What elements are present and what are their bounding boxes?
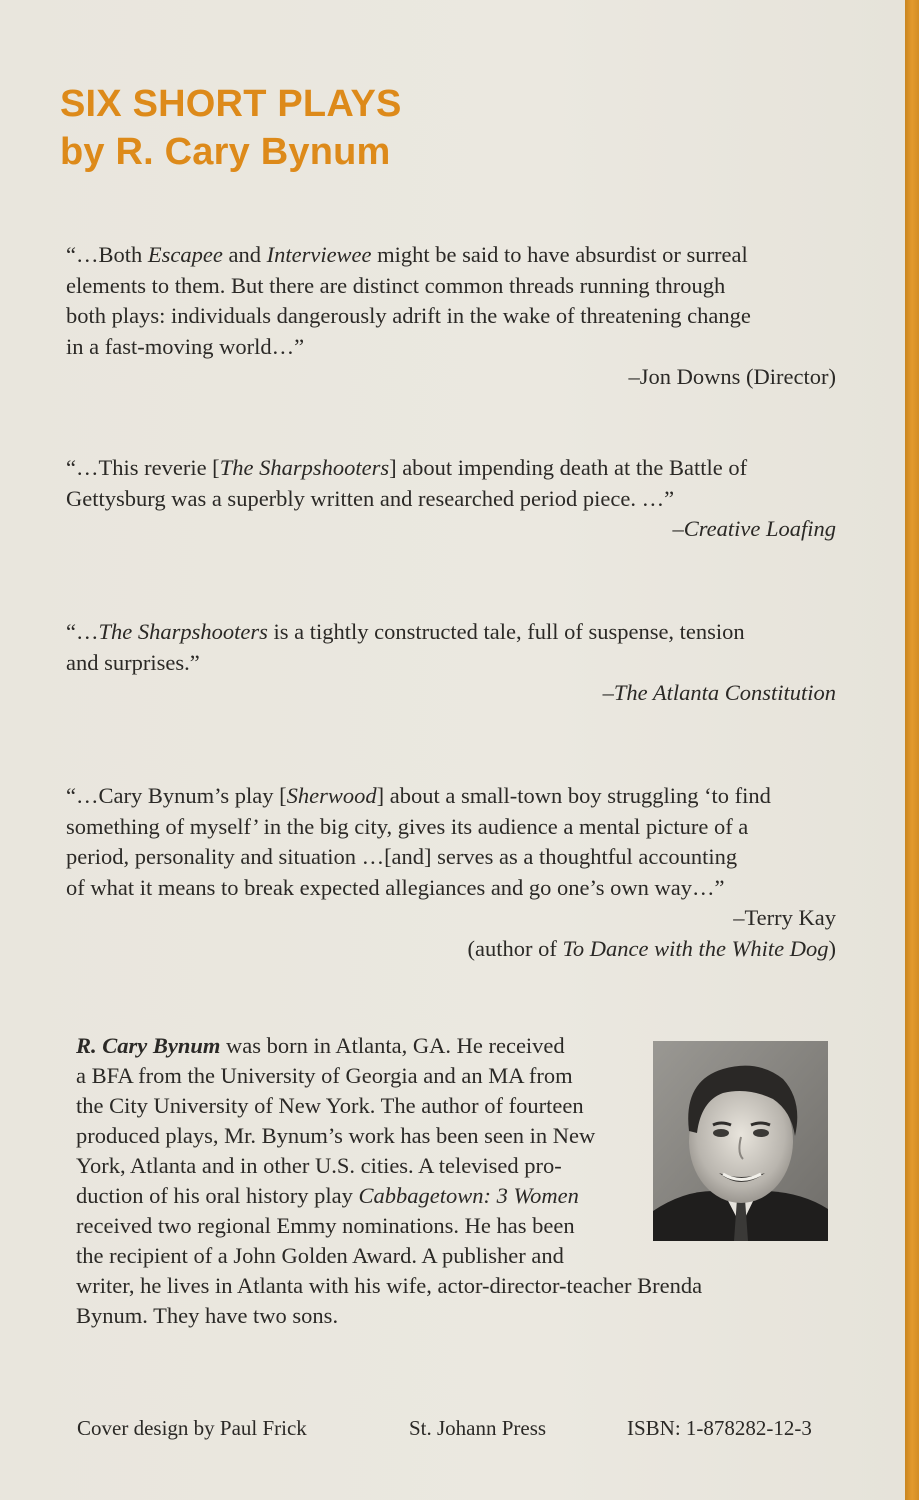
- text-run: of what it means to break expected allegiances and go one’s own way…”: [66, 874, 725, 900]
- review-quote-atlanta-constitution: [66, 617, 836, 709]
- text-run: –: [672, 516, 684, 541]
- review-quote-downs: [66, 240, 836, 393]
- italic-title-text: Creative Loafing: [683, 516, 836, 541]
- quote-line: [66, 301, 836, 332]
- quote-line: [66, 271, 836, 302]
- quote-line: [66, 842, 836, 873]
- spine-edge: [905, 0, 919, 1500]
- text-run: and: [222, 242, 267, 267]
- text-run: –: [602, 680, 614, 705]
- text-run: the recipient of a John Golden Award. A publisher and: [76, 1243, 564, 1268]
- review-quote-terry-kay: [66, 781, 836, 964]
- bio-line: [76, 1301, 776, 1331]
- italic-title-text: Cabbagetown: 3 Women: [358, 1183, 579, 1208]
- text-run: –Terry Kay: [733, 905, 836, 930]
- quote-line: [66, 240, 836, 271]
- quote-line: [66, 332, 836, 363]
- text-run: was born in Atlanta, GA. He received: [220, 1033, 565, 1058]
- text-run: York, Atlanta and in other U.S. cities. A televised pro-: [76, 1153, 562, 1178]
- text-run: “…: [66, 619, 99, 644]
- text-run: and surprises.”: [66, 649, 200, 675]
- attribution-line: [66, 362, 836, 393]
- attribution-line: [66, 903, 836, 934]
- text-run: produced plays, Mr. Bynum’s work has been seen in New: [76, 1123, 596, 1148]
- book-title: [60, 80, 402, 176]
- text-run: the City University of New York. The author of fourteen: [76, 1093, 584, 1118]
- bio-line: [76, 1271, 776, 1301]
- attribution-line: [66, 678, 836, 709]
- text-run: (author of: [467, 935, 563, 961]
- text-run: in a fast-moving world…”: [66, 333, 305, 359]
- text-run: is a tightly constructed tale, full of suspense, tension: [267, 619, 745, 644]
- review-quote-creative-loafing: [66, 453, 836, 545]
- text-run: –Jon Downs (Director): [628, 364, 836, 389]
- quote-attribution: [66, 514, 836, 545]
- title-line-1: SIX SHORT PLAYS: [60, 83, 402, 125]
- italic-title-text: Interviewee: [266, 242, 372, 267]
- text-run: ] about a small-town boy struggling ‘to find: [376, 783, 771, 808]
- text-run: Gettysburg was a superbly written and researched period piece. …”: [66, 485, 675, 511]
- cover-design-credit: Cover design by Paul Frick: [77, 1416, 307, 1440]
- text-run: “…Both: [66, 242, 148, 267]
- quote-attribution: [66, 903, 836, 964]
- quote-line: [66, 781, 836, 812]
- quote-text: [66, 781, 836, 903]
- text-run: period, personality and situation …[and] serves as a thoughtful accounting: [66, 844, 738, 869]
- author-photo: [653, 1041, 828, 1241]
- text-run: elements to them. But there are distinct common threads running through: [66, 272, 726, 298]
- quote-line: [66, 648, 836, 679]
- attribution-line: [66, 934, 836, 965]
- title-line-2: by R. Cary Bynum: [60, 131, 391, 173]
- text-run: something of myself’ in the big city, gives its audience a mental picture of a: [66, 813, 749, 839]
- text-run: “…Cary Bynum’s play [: [66, 783, 287, 808]
- publisher-name: St. Johann Press: [409, 1416, 547, 1440]
- italic-title-text: The Sharpshooters: [219, 455, 390, 480]
- text-run: “…This reverie [: [66, 455, 220, 480]
- bio-line: [76, 1241, 776, 1271]
- quote-text: [66, 453, 836, 514]
- italic-title-text: The Atlanta Constitution: [613, 680, 836, 705]
- italic-title-text: To Dance with the White Dog: [562, 935, 829, 961]
- text-run: both plays: individuals dangerously adrift in the wake of threatening change: [66, 303, 751, 328]
- quote-line: [66, 453, 836, 484]
- quote-text: [66, 240, 836, 362]
- italic-title-text: Sherwood: [286, 783, 377, 808]
- attribution-line: [66, 514, 836, 545]
- text-run: ] about impending death at the Battle of: [389, 455, 748, 480]
- quote-attribution: [66, 678, 836, 709]
- author-portrait-image: [653, 1041, 828, 1241]
- text-run: Bynum. They have two sons.: [76, 1303, 339, 1328]
- quote-line: [66, 812, 836, 843]
- italic-title-text: Escapee: [147, 242, 223, 267]
- text-run: duction of his oral history play: [76, 1183, 359, 1208]
- italic-title-text: R. Cary Bynum: [76, 1033, 221, 1058]
- quote-line: [66, 617, 836, 648]
- text-run: ): [828, 935, 836, 961]
- text-run: received two regional Emmy nominations. He has been: [76, 1213, 575, 1238]
- quote-attribution: [66, 362, 836, 393]
- text-run: might be said to have absurdist or surreal: [371, 242, 748, 267]
- isbn-number: ISBN: 1-878282-12-3: [627, 1416, 812, 1440]
- quote-line: [66, 484, 836, 515]
- text-run: writer, he lives in Atlanta with his wife, actor-director-teacher Brenda: [76, 1273, 703, 1298]
- quote-line: [66, 873, 836, 904]
- italic-title-text: The Sharpshooters: [98, 619, 268, 644]
- quote-text: [66, 617, 836, 678]
- text-run: a BFA from the University of Georgia and an MA from: [76, 1063, 573, 1088]
